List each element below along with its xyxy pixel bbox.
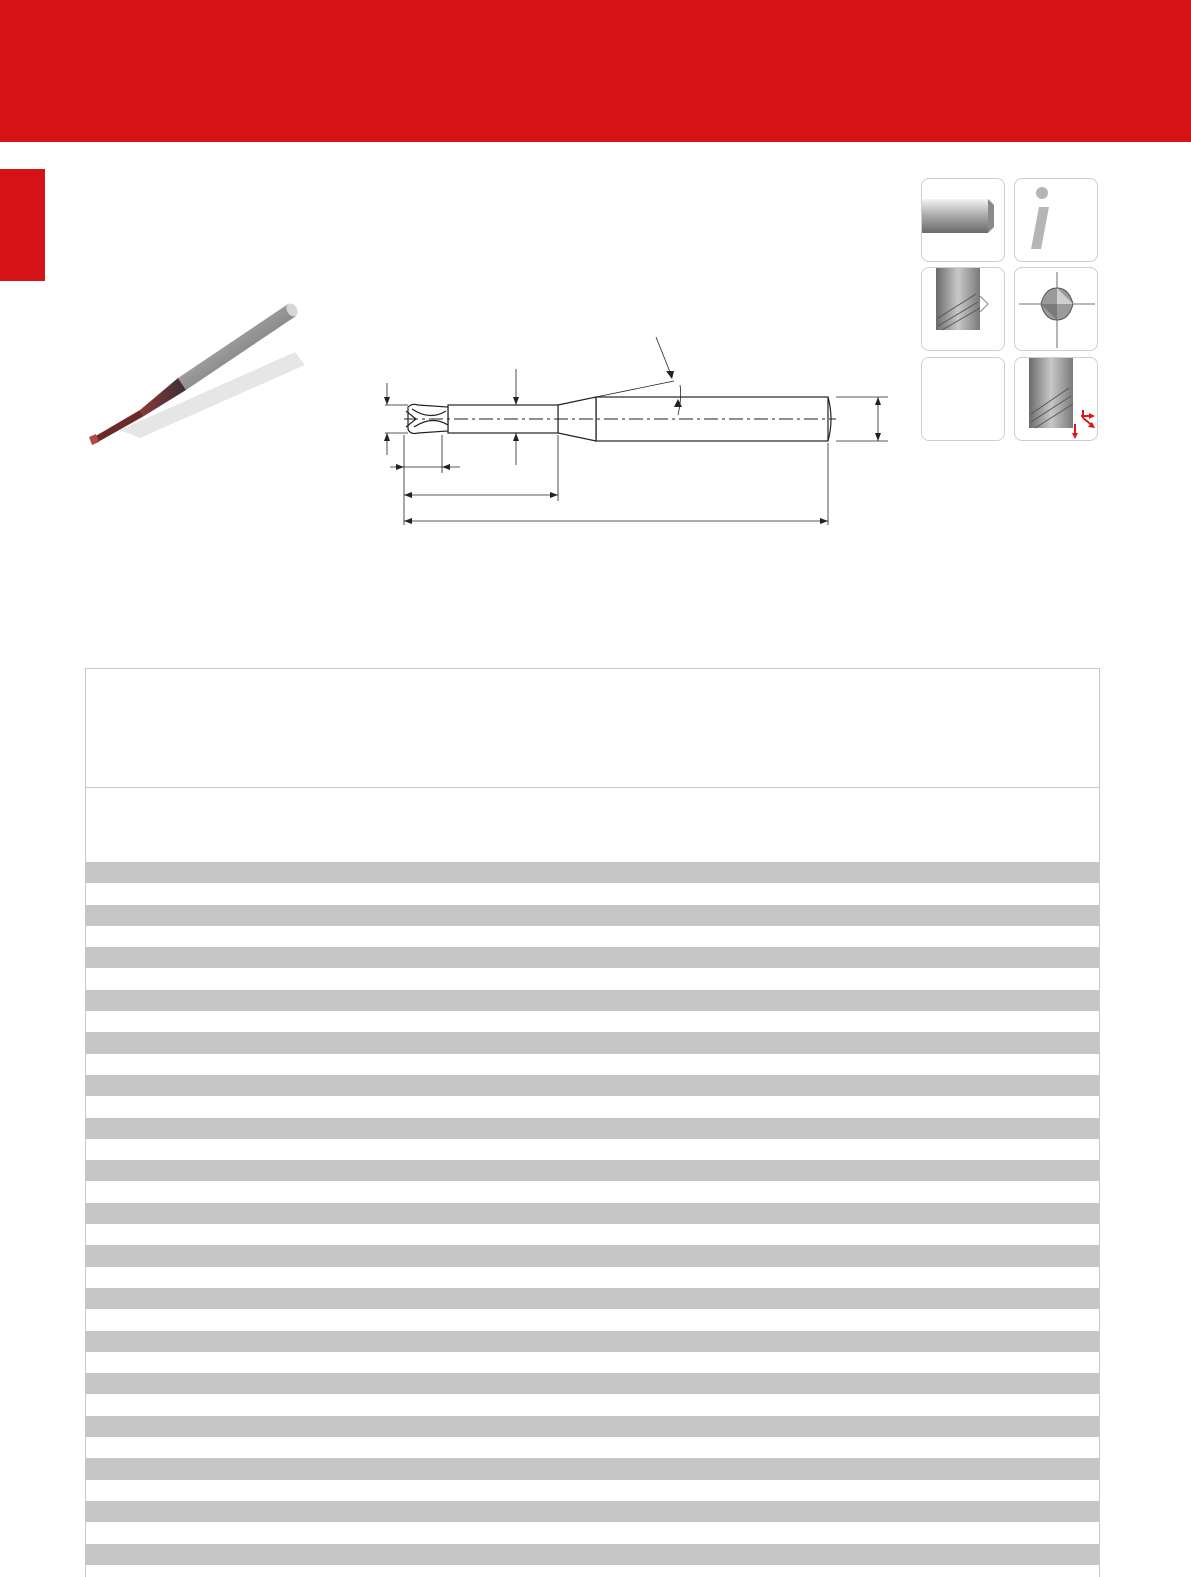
table-row xyxy=(86,862,1099,883)
milling-direction-icon xyxy=(1014,357,1098,441)
two-flute-cross-section-icon xyxy=(1014,267,1098,351)
table-row xyxy=(86,905,1099,926)
table-row xyxy=(86,1181,1099,1202)
table-row xyxy=(86,1437,1099,1458)
blank-tile xyxy=(921,357,1005,441)
table-row xyxy=(86,1288,1099,1309)
table-row xyxy=(86,1458,1099,1479)
table-subheader-row xyxy=(86,788,1099,862)
table-row xyxy=(86,926,1099,947)
table-row xyxy=(86,1501,1099,1522)
table-row xyxy=(86,1032,1099,1053)
header-band xyxy=(0,0,1191,142)
table-row xyxy=(86,1096,1099,1117)
table-row xyxy=(86,1224,1099,1245)
table-row xyxy=(86,1416,1099,1437)
table-row xyxy=(86,968,1099,989)
table-header-row xyxy=(86,669,1099,788)
product-photo xyxy=(80,290,320,450)
table-row xyxy=(86,1267,1099,1288)
table-row xyxy=(86,1054,1099,1075)
table-row xyxy=(86,1352,1099,1373)
table-row xyxy=(86,1480,1099,1501)
info-icon xyxy=(1014,178,1098,262)
table-row xyxy=(86,1203,1099,1224)
table-row xyxy=(86,1139,1099,1160)
table-row xyxy=(86,1544,1099,1565)
table-row xyxy=(86,1373,1099,1394)
table-row xyxy=(86,1522,1099,1543)
table-row xyxy=(86,1011,1099,1032)
table-row xyxy=(86,1331,1099,1352)
product-table xyxy=(85,668,1100,1577)
table-row xyxy=(86,1118,1099,1139)
table-row xyxy=(86,883,1099,904)
table-row xyxy=(86,1075,1099,1096)
table-row xyxy=(86,1160,1099,1181)
table-body xyxy=(86,862,1099,1565)
table-row xyxy=(86,990,1099,1011)
table-row xyxy=(86,1245,1099,1266)
table-row xyxy=(86,947,1099,968)
table-row xyxy=(86,1394,1099,1415)
section-side-tab xyxy=(0,169,45,281)
table-row xyxy=(86,1309,1099,1330)
cylindrical-shank-icon xyxy=(921,178,1005,262)
helix-flute-icon xyxy=(921,267,1005,351)
end-mill-technical-drawing xyxy=(360,325,900,540)
